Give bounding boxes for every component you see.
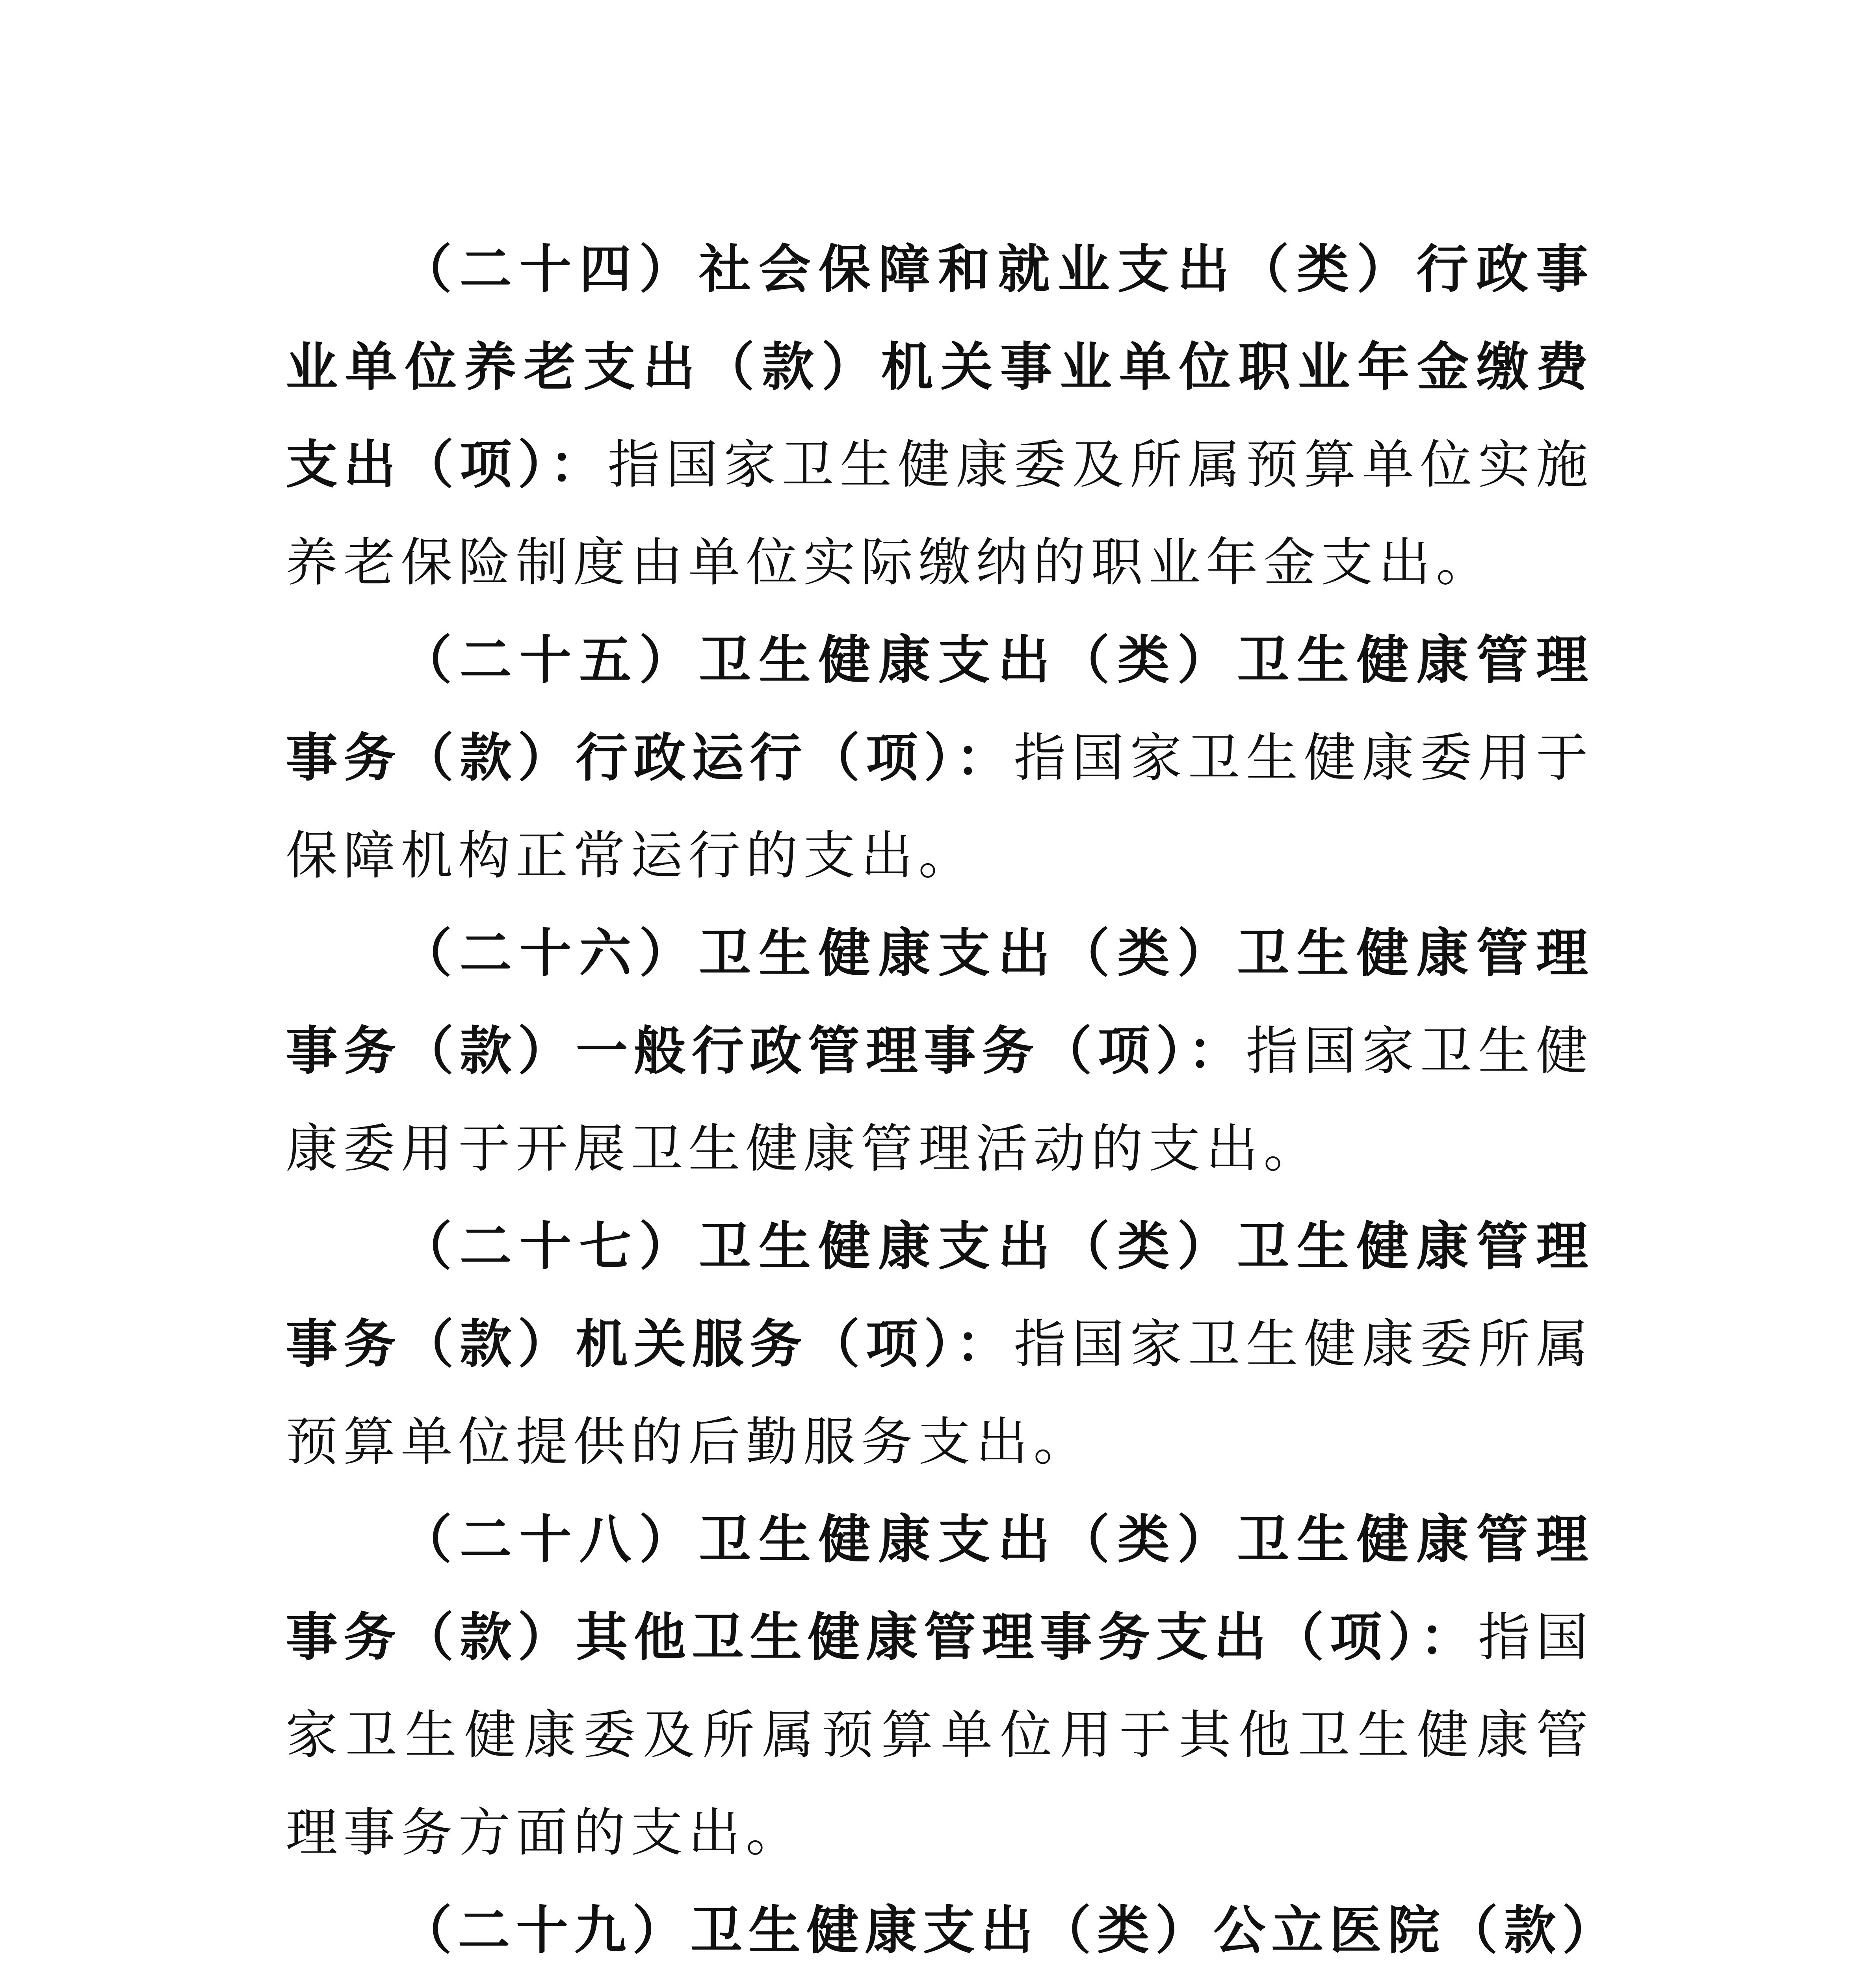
- paragraph-28: [286, 1491, 1594, 1882]
- paragraph-heading: （二十九）卫生健康支出（类）公立医院（款）: [400, 1900, 1594, 1961]
- paragraph-heading: （二十四）社会保障和就业支出（类）行政事业单位养老支出（款）机关事业单位职业年金缴费支出（项）：: [286, 239, 1594, 495]
- paragraph-24: [286, 221, 1594, 611]
- paragraph-text: 指国家卫生健康委及所属预算单位用于其他卫生健康管理事务方面的支出。: [286, 1607, 1594, 1863]
- document-body: [286, 221, 1594, 1970]
- paragraph-text: 指国家卫生健康委所属预算单位提供的后勤服务支出。: [286, 1314, 1594, 1472]
- paragraph-26: [286, 905, 1594, 1198]
- paragraph-25: [286, 611, 1594, 905]
- paragraph-heading: （二十五）卫生健康支出（类）卫生健康管理事务（款）行政运行（项）：: [286, 630, 1594, 788]
- paragraph-text: 指国家卫生健康委及所属预算单位实施养老保险制度由单位实际缴纳的职业年金支出。: [286, 435, 1594, 593]
- paragraph-heading: （二十八）卫生健康支出（类）卫生健康管理事务（款）其他卫生健康管理事务支出（项）：: [286, 1509, 1594, 1668]
- paragraph-heading: （二十七）卫生健康支出（类）卫生健康管理事务（款）机关服务（项）：: [286, 1216, 1594, 1375]
- paragraph-text: 指国家卫生健康委用于保障机构正常运行的支出。: [286, 728, 1594, 886]
- paragraph-27: [286, 1198, 1594, 1491]
- paragraph-text: 指国家卫生健康委用于开展卫生健康管理活动的支出。: [286, 1021, 1594, 1179]
- paragraph-29: [286, 1882, 1594, 1970]
- paragraph-heading: （二十六）卫生健康支出（类）卫生健康管理事务（款）一般行政管理事务（项）：: [286, 923, 1594, 1082]
